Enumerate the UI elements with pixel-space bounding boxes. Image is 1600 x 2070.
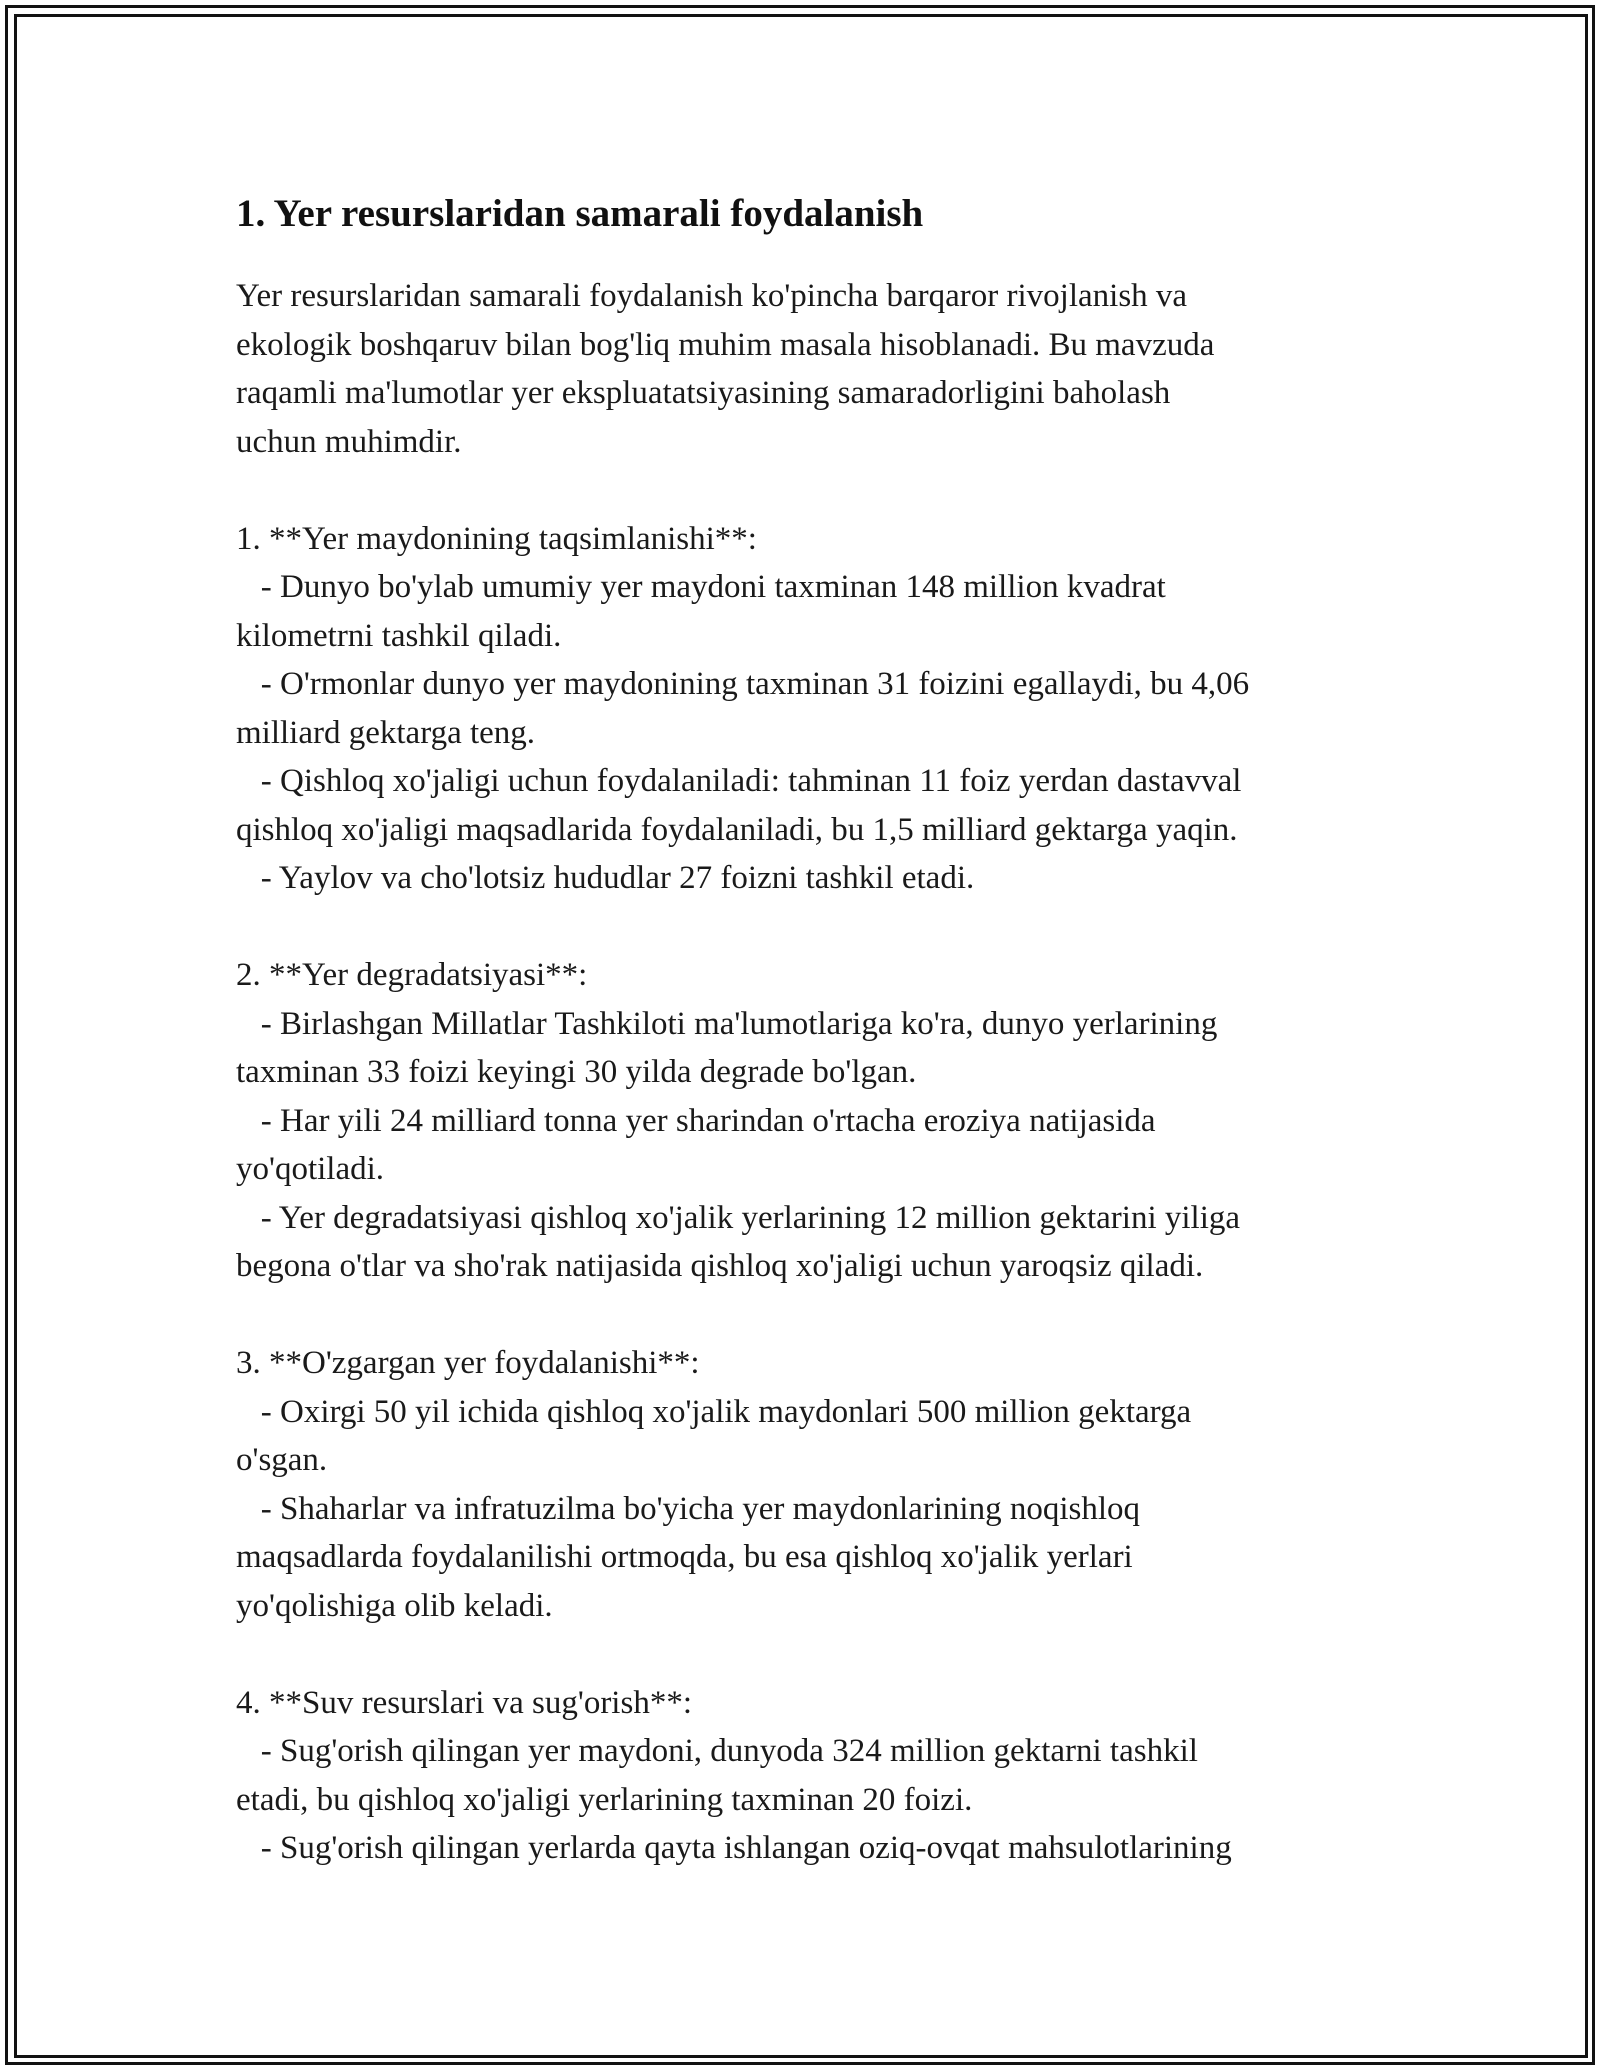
text-line: - Shaharlar va infratuzilma bo'yicha yer maydonlarining noqishloq bbox=[236, 1490, 1141, 1527]
text-line: - Yaylov va cho'lotsiz hududlar 27 foizni tashkil etadi. bbox=[236, 860, 975, 896]
text-line: kilometrni tashkil qiladi. bbox=[236, 617, 562, 654]
text-line: - Qishloq xo'jaligi uchun foydalaniladi: tahminan 11 foiz yerdan dastavval bbox=[236, 763, 1242, 799]
text-line: taxminan 33 foizi keyingi 30 yilda degrade bo'lgan. bbox=[236, 1054, 917, 1090]
text-line: - Har yili 24 milliard tonna yer sharindan o'rtacha eroziya natijasida bbox=[236, 1102, 1156, 1139]
text-line: 1. **Yer maydonining taqsimlanishi**: bbox=[236, 520, 757, 557]
text-line: qishloq xo'jaligi maqsadlarida foydalaniladi, bu 1,5 milliard gektarga yaqin. bbox=[236, 811, 1238, 848]
text-line: - Sug'orish qilingan yer maydoni, dunyoda 324 million gektarni tashkil bbox=[236, 1733, 1198, 1769]
text-line: etadi, bu qishloq xo'jaligi yerlarining taxminan 20 foizi. bbox=[236, 1781, 973, 1818]
text-line: 2. **Yer degradatsiyasi**: bbox=[236, 957, 588, 993]
text-line: 4. **Suv resurslari va sug'orish**: bbox=[236, 1684, 692, 1721]
text-line: 3. **O'zgargan yer foydalanishi**: bbox=[236, 1345, 700, 1381]
text-line: milliard gektarga teng. bbox=[236, 714, 536, 751]
text-line: begona o'tlar va sho'rak natijasida qishloq xo'jaligi uchun yaroqsiz qiladi. bbox=[236, 1248, 1204, 1284]
text-line: Yer resurslaridan samarali foydalanish ko'pincha barqaror rivojlanish va bbox=[236, 278, 1188, 314]
document-title: 1. Yer resurslaridan samarali foydalanish bbox=[236, 192, 924, 235]
text-line: uchun muhimdir. bbox=[236, 423, 462, 460]
text-line: raqamli ma'lumotlar yer ekspluatatsiyasining samaradorligini baholash bbox=[236, 375, 1171, 411]
text-line: - Yer degradatsiyasi qishloq xo'jalik yerlarining 12 million gektarini yiliga bbox=[236, 1199, 1241, 1236]
text-line: - Birlashgan Millatlar Tashkiloti ma'lumotlariga ko'ra, dunyo yerlarining bbox=[236, 1005, 1218, 1042]
blank-line bbox=[236, 466, 1386, 515]
text-line: o'sgan. bbox=[236, 1442, 328, 1478]
text-line: - O'rmonlar dunyo yer maydonining taxminan 31 foizini egallaydi, bu 4,06 bbox=[236, 666, 1250, 702]
blank-line bbox=[236, 1630, 1386, 1679]
document-body bbox=[236, 186, 1386, 1873]
text-line: maqsadlarda foydalanilishi ortmoqda, bu esa qishloq xo'jalik yerlari bbox=[236, 1539, 1133, 1575]
document-text bbox=[236, 272, 1386, 1873]
text-line: - Oxirgi 50 yil ichida qishloq xo'jalik maydonlari 500 million gektarga bbox=[236, 1393, 1192, 1430]
text-line: ekologik boshqaruv bilan bog'liq muhim masala hisoblanadi. Bu mavzuda bbox=[236, 326, 1215, 363]
blank-line bbox=[236, 903, 1386, 952]
text-line: yo'qotiladi. bbox=[236, 1151, 385, 1187]
text-line: - Dunyo bo'ylab umumiy yer maydoni taxminan 148 million kvadrat bbox=[236, 569, 1166, 605]
text-line: yo'qolishiga olib keladi. bbox=[236, 1587, 553, 1624]
text-line: - Sug'orish qilingan yerlarda qayta ishlangan oziq-ovqat mahsulotlarining bbox=[236, 1830, 1232, 1866]
blank-line bbox=[236, 1291, 1386, 1340]
